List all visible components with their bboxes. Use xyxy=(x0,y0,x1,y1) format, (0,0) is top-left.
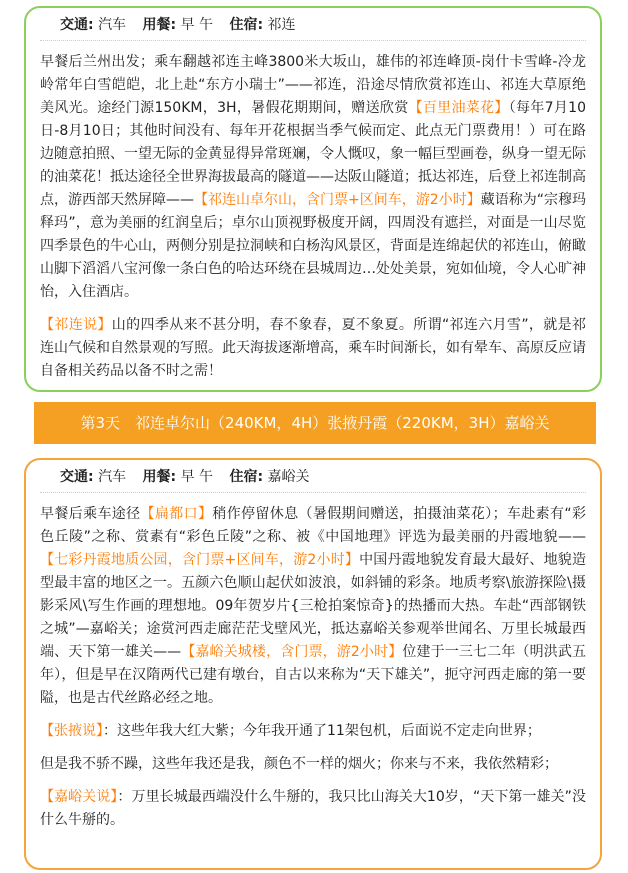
zhangye-says-text-2: 但是我不骄不躁，这些年我还是我，颜色不一样的烟火；你来与不来，我依然精彩； xyxy=(40,756,558,772)
transport-label: 交通: xyxy=(60,469,94,485)
qilian-says-label: 【祁连说】 xyxy=(40,317,112,333)
highlight-canola-fields: 【百里油菜花】 xyxy=(408,100,509,116)
highlight-biandukou: 【扁都口】 xyxy=(140,506,213,522)
day3-text: 中国丹霞地貌发育最大最好、地貌造型最丰富的地区之一。五颜六色顺山起伏如波浪，如斜铺的彩条。地质考察\旅游探险\摄影采风\写生作画的理想地。09年贺岁片{三枪拍案惊奇}的热播而大热。车赴“西部钢铁之城”—嘉峪关；途赏河西走廊茫茫戈壁风光，抵达嘉峪关参观举世闻名、万里长城最西端、天下第一雄关—— xyxy=(40,552,586,660)
zhangye-says-label: 【张掖说】 xyxy=(40,723,103,739)
stay-label: 住宿: xyxy=(229,469,264,485)
highlight-danxia-park: 【七彩丹霞地质公园，含门票+区间车，游2小时】 xyxy=(40,552,360,568)
day3-title-bar: 第3天 祁连卓尔山（240KM，4H）张掖丹霞（220KM，3H）嘉峪关 xyxy=(34,402,596,444)
day3-card xyxy=(24,458,602,870)
zhangye-says-text: ：这些年我大红大紫；今年我开通了11架包机，后面说不定走向世界； xyxy=(103,723,541,739)
day2-text: （每年7月10日-8月10日；其他时间没有、每年开花根据当季气候而定、此点无门票费用！）可在路边随意拍照、一望无际的金黄显得异常斑斓，令人慨叹，象一幅巨型画卷，纵身一望无际的油菜花！抵达途径全世界海拔最高的隧道——达阪山隧道；抵达祁连，后登上祁连制高点，游西部天然屏障—— xyxy=(40,100,586,208)
stay-value: 祁连 xyxy=(267,17,296,33)
transport-label: 交通: xyxy=(60,17,94,33)
day2-meta xyxy=(40,8,586,41)
stay-label: 住宿: xyxy=(229,17,264,33)
day2-text: 藏语称为“宗穆玛释玛”，意为美丽的红润皇后；卓尔山顶视野极度开阔，四周没有遮拦，对面是一山尽览四季景色的牛心山，两侧分别是拉洞峡和白杨沟风景区，背面是连绵起伏的祁连山，俯瞰山脚下滔滔八宝河像一条白色的哈达环绕在县城周边…处处美景，宛如仙境，令人心旷神怡，入住酒店。 xyxy=(40,192,587,300)
day3-text: 稍作停留休息（暑假期间赠送，拍摄油菜花）；车赴素有“彩色丘陵”之称、赏素有“彩色丘陵”之称、被《中国地理》评选为最美丽的丹霞地貌—— xyxy=(40,506,586,545)
meal-value: 早 午 xyxy=(180,469,214,485)
transport-value: 汽车 xyxy=(98,469,127,485)
day2-note xyxy=(40,314,586,383)
day2-text: 早餐后兰州出发；乘车翻越祁连主峰3800米大坂山，雄伟的祁连峰顶-岗什卡雪峰-冷龙岭常年白雪皑皑，北上赴“东方小瑞士”——祁连，沿途尽情欣赏祁连山、祁连大草原绝美风光。途经门源150KM，3H，暑假花期期间，赠送欣赏 xyxy=(40,54,586,116)
stay-value: 嘉峪关 xyxy=(267,469,310,485)
transport-value: 汽车 xyxy=(98,17,127,33)
highlight-jiayuguan-tower: 【嘉峪关城楼，含门票，游2小时】 xyxy=(181,644,403,660)
jiayuguan-says-label: 【嘉峪关说】 xyxy=(40,789,118,805)
zhangye-says xyxy=(40,720,586,743)
zhangye-says-continued xyxy=(40,753,586,776)
meal-value: 早 午 xyxy=(180,17,214,33)
day3-meta xyxy=(40,460,586,493)
qilian-says-text: 山的四季从来不甚分明，春不象春，夏不象夏。所谓“祁连六月雪”，就是祁连山气候和自然景观的写照。此天海拔逐渐增高，乘车时间渐长，如有晕车、高原反应请自备相关药品以备不时之需！ xyxy=(40,317,586,379)
day3-itinerary xyxy=(40,503,586,710)
highlight-zhuoer-mountain: 【祁连山卓尔山，含门票+区间车，游2小时】 xyxy=(194,192,481,208)
meal-label: 用餐: xyxy=(142,17,177,33)
day3-text: 早餐后乘车途径 xyxy=(40,506,141,522)
meal-label: 用餐: xyxy=(142,469,177,485)
jiayuguan-says xyxy=(40,786,586,832)
day2-itinerary xyxy=(40,51,586,304)
day3-text: 位建于一三七二年（明洪武五年），但是早在汉隋两代已建有墩台，自古以来称为“天下雄关”，扼守河西走廊的第一要隘，也是古代丝路必经之地。 xyxy=(40,644,587,706)
day2-card xyxy=(24,6,602,392)
jiayuguan-says-text: ：万里长城最西端没什么牛掰的，我只比山海关大10岁，“天下第一雄关”没什么牛掰的。 xyxy=(40,789,587,828)
